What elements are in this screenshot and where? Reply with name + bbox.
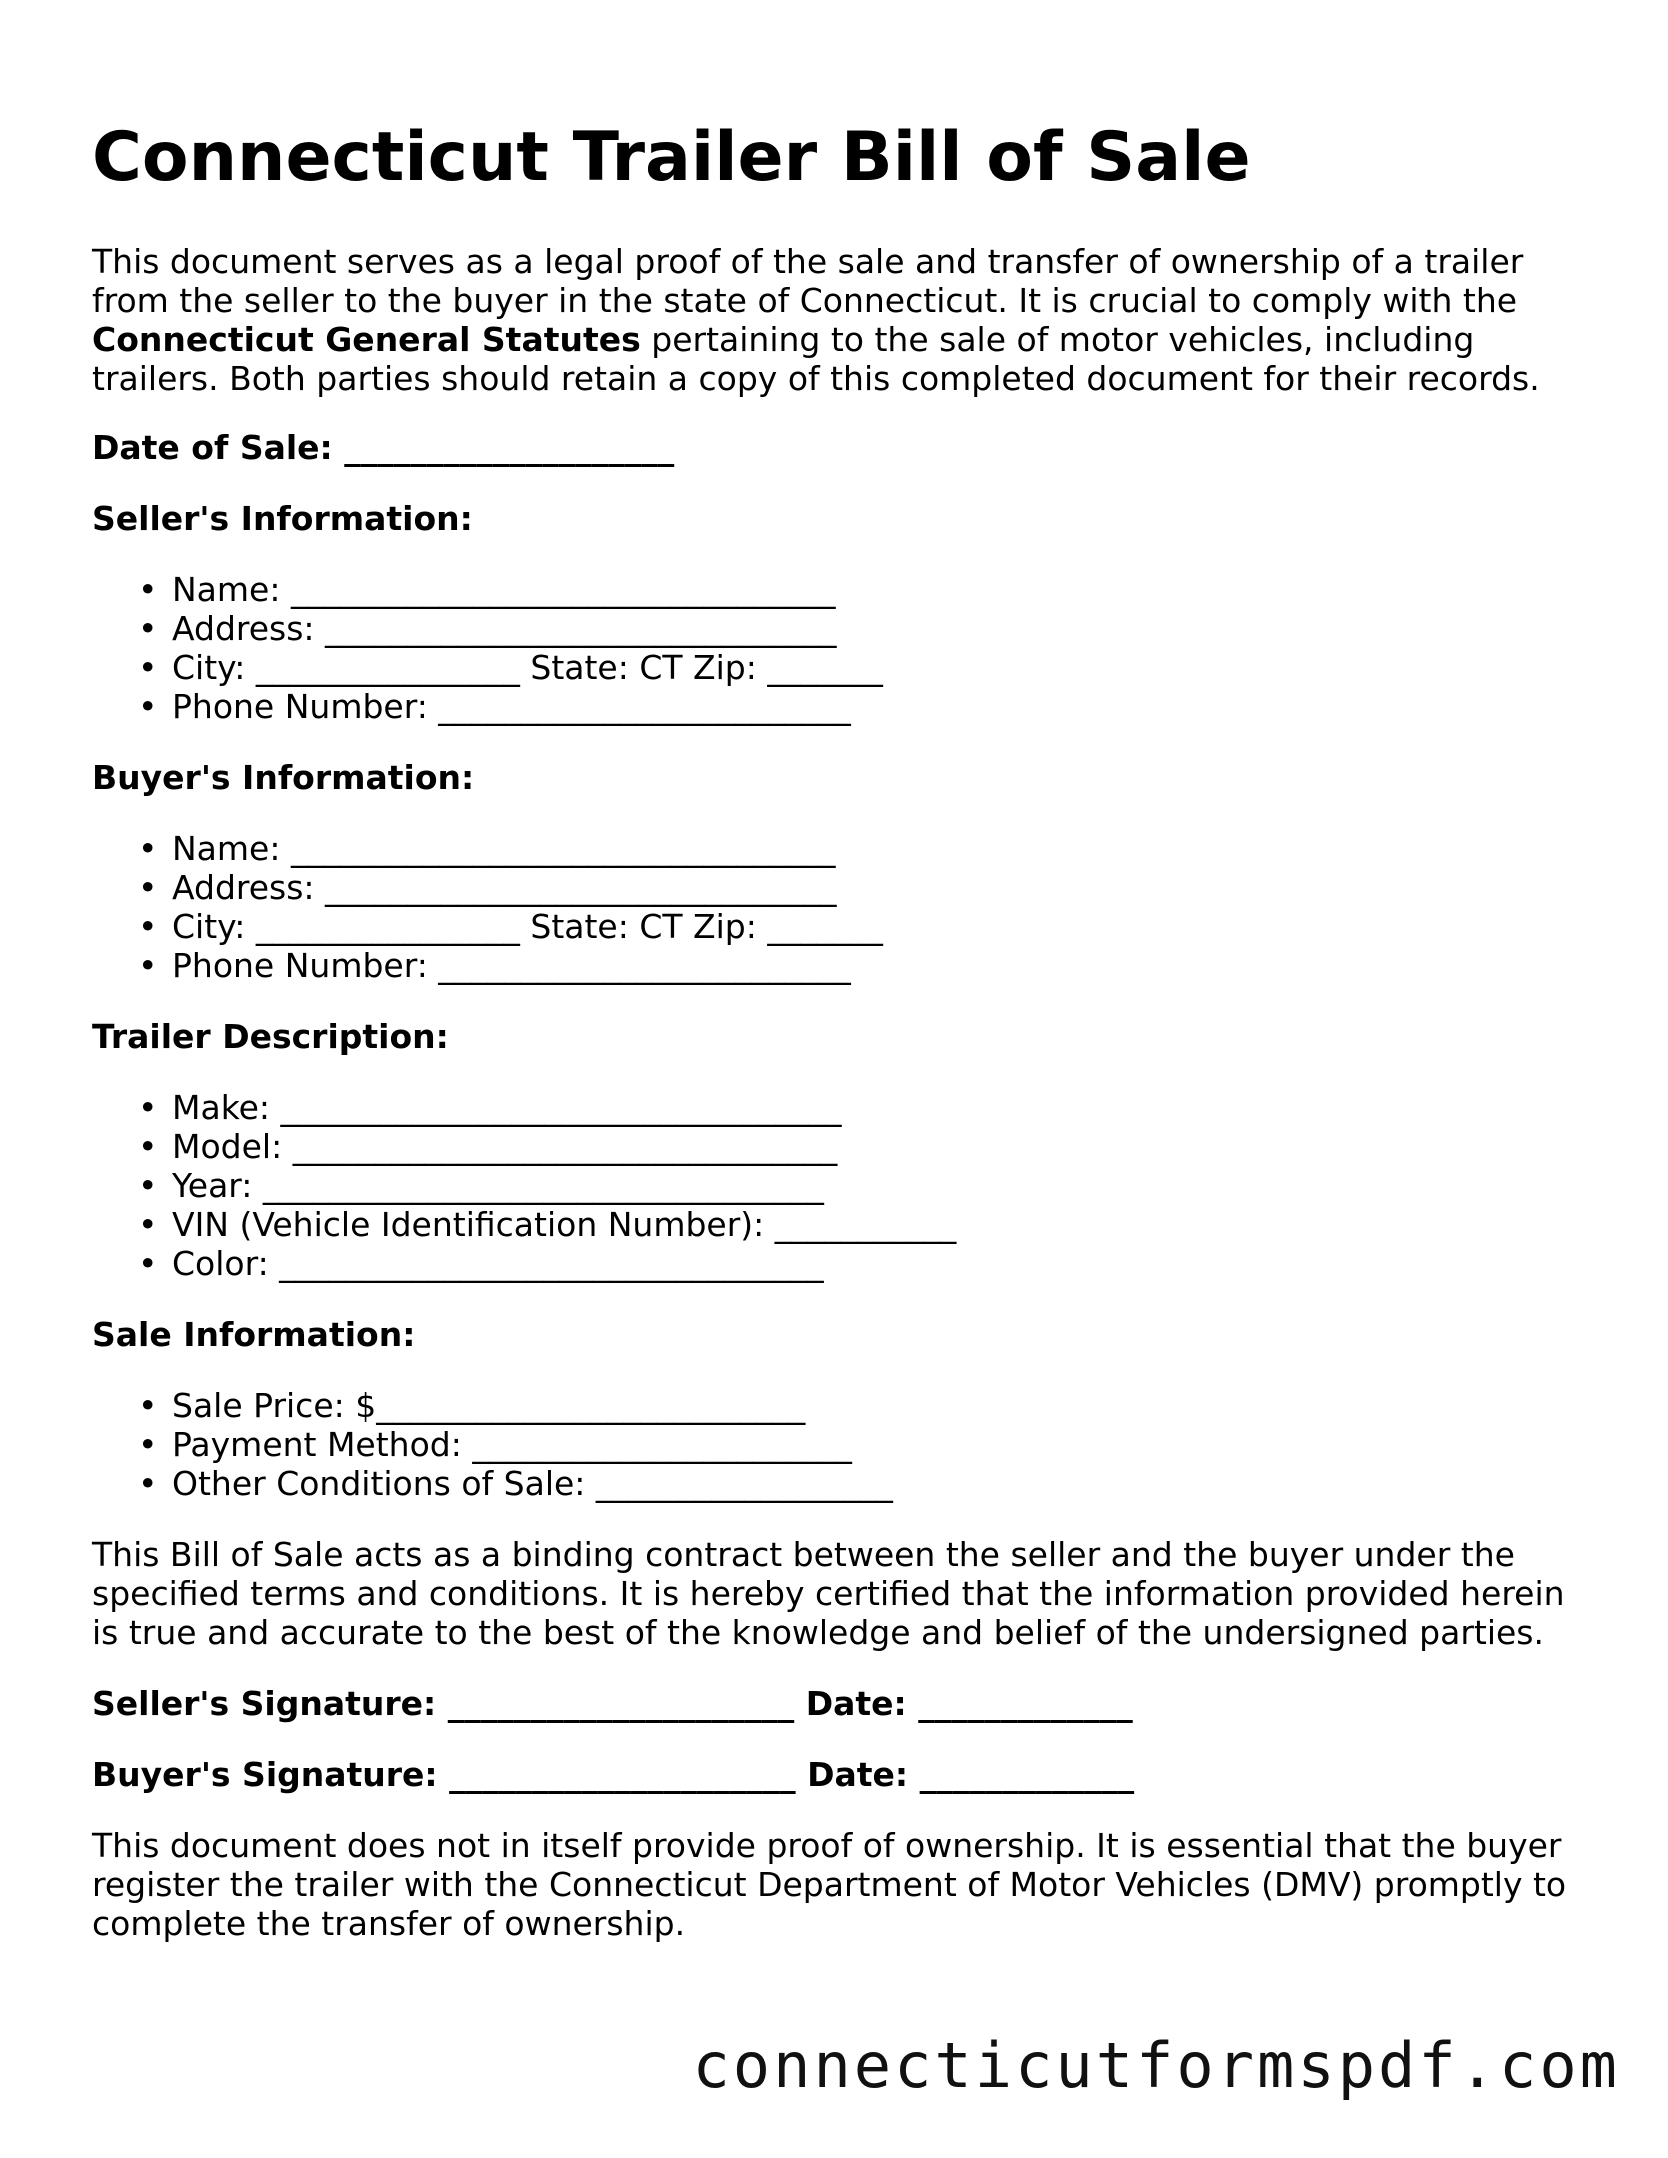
buyer-signature-field[interactable]: Buyer's Signature: _____________________ Date: _____________: [92, 1755, 1135, 1794]
seller-city-state-zip-field[interactable]: • City: ________________ State: CT Zip: _______: [138, 648, 883, 687]
bullet-icon: •: [138, 907, 158, 946]
bullet-icon: •: [138, 687, 158, 726]
buyer-city-state-zip-field[interactable]: • City: ________________ State: CT Zip: _______: [138, 907, 883, 946]
sale-info-list: [92, 1386, 1592, 1503]
bullet-icon: •: [138, 868, 158, 907]
closing-paragraph: This document does not in itself provide proof of ownership. It is essential that the buyer register the trailer with the Connecticut Department of Motor Vehicles (DMV) promptly to complete the transfer of ownership.: [92, 1826, 1567, 1943]
payment-method-field[interactable]: • Payment Method: _______________________: [138, 1425, 852, 1464]
buyer-info-heading: Buyer's Information:: [92, 758, 475, 797]
intro-bold-statutes: Connecticut General Statutes: [92, 320, 641, 359]
date-of-sale-field[interactable]: Date of Sale: ____________________: [92, 428, 675, 467]
trailer-description-list: [92, 1088, 1592, 1283]
trailer-color-field[interactable]: • Color: _________________________________: [138, 1244, 824, 1283]
bullet-icon: •: [138, 1088, 158, 1127]
sale-price-field[interactable]: • Sale Price: $__________________________: [138, 1386, 806, 1425]
bullet-icon: •: [138, 1425, 158, 1464]
bullet-icon: •: [138, 829, 158, 868]
seller-signature-field[interactable]: Seller's Signature: _____________________ Date: _____________: [92, 1684, 1133, 1723]
bullet-icon: •: [138, 1166, 158, 1205]
bullet-icon: •: [138, 1386, 158, 1425]
seller-address-field[interactable]: • Address: _______________________________: [138, 609, 837, 648]
trailer-vin-field[interactable]: • VIN (Vehicle Identification Number): ___________: [138, 1205, 957, 1244]
bullet-icon: •: [138, 1205, 158, 1244]
buyer-info-list: [92, 829, 1592, 985]
intro-paragraph: [92, 242, 1592, 398]
seller-name-field[interactable]: • Name: _________________________________: [138, 570, 836, 609]
buyer-phone-field[interactable]: • Phone Number: _________________________: [138, 946, 851, 985]
trailer-make-field[interactable]: • Make: __________________________________: [138, 1088, 842, 1127]
trailer-model-field[interactable]: • Model: _________________________________: [138, 1127, 838, 1166]
bullet-icon: •: [138, 609, 158, 648]
seller-phone-field[interactable]: • Phone Number: _________________________: [138, 687, 851, 726]
trailer-description-heading: Trailer Description:: [92, 1017, 449, 1056]
bullet-icon: •: [138, 1464, 158, 1503]
bullet-icon: •: [138, 648, 158, 687]
bullet-icon: •: [138, 946, 158, 985]
buyer-name-field[interactable]: • Name: _________________________________: [138, 829, 836, 868]
footer-website: connecticutformspdf.com: [692, 2029, 1620, 2102]
contract-paragraph: This Bill of Sale acts as a binding contract between the seller and the buyer under the specified terms and conditions. It is hereby certified that the information provided herein is true and accurate to the best of the knowledge and belief of the undersigned parties.: [92, 1535, 1565, 1652]
other-conditions-field[interactable]: • Other Conditions of Sale: __________________: [138, 1464, 893, 1503]
intro-text-2: pertaining to the sale of motor vehicles, including trailers. Both parties should retain a copy of this completed document for their records.: [92, 320, 1540, 398]
document-page: [92, 118, 1592, 1943]
trailer-year-field[interactable]: • Year: __________________________________: [138, 1166, 824, 1205]
bullet-icon: •: [138, 570, 158, 609]
document-title: Connecticut Trailer Bill of Sale: [92, 118, 1251, 197]
bullet-icon: •: [138, 1244, 158, 1283]
sale-info-heading: Sale Information:: [92, 1315, 416, 1354]
buyer-address-field[interactable]: • Address: _______________________________: [138, 868, 837, 907]
intro-text-1: This document serves as a legal proof of the sale and transfer of ownership of a trailer from the seller to the buyer in the state of Connecticut. It is crucial to comply with the: [92, 242, 1524, 320]
bullet-icon: •: [138, 1127, 158, 1166]
seller-info-heading: Seller's Information:: [92, 499, 473, 538]
seller-info-list: [92, 570, 1592, 726]
